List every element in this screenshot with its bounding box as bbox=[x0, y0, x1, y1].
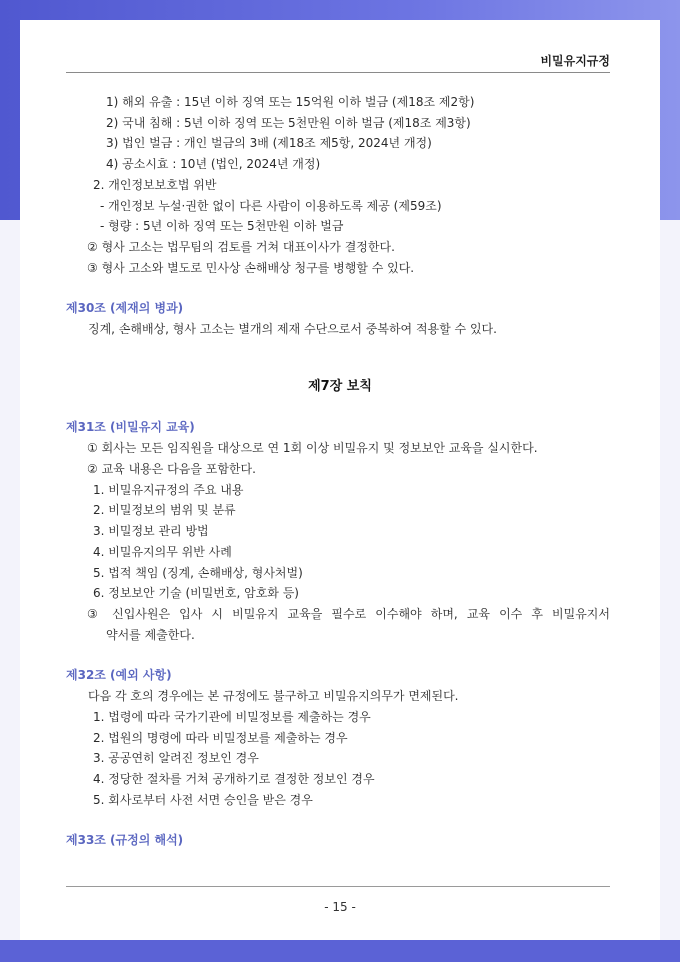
header-title: 비밀유지규정 bbox=[540, 54, 610, 68]
clause-item: ② 교육 내용은 다음을 포함한다. bbox=[87, 462, 256, 476]
list-item: 4. 정당한 절차를 거쳐 공개하기로 결정한 정보인 경우 bbox=[93, 772, 375, 786]
penalty-item: 4) 공소시효 : 10년 (법인, 2024년 개정) bbox=[106, 157, 321, 171]
article-heading: 제33조 (규정의 해석) bbox=[66, 833, 184, 847]
list-item: 6. 정보보안 기술 (비밀번호, 암호화 등) bbox=[93, 586, 299, 600]
list-item: 3. 공공연히 알려진 정보인 경우 bbox=[93, 751, 259, 765]
document-page bbox=[20, 20, 660, 940]
article-heading: 제30조 (제재의 병과) bbox=[66, 301, 184, 315]
background-bottom bbox=[0, 940, 680, 962]
chapter-heading: 제7장 보칙 bbox=[308, 379, 372, 394]
clause-item: ③ 신입사원은 입사 시 비밀유지 교육을 필수로 이수해야 하며, 교육 이수 후 비밀유지서 bbox=[87, 607, 610, 621]
clause-item: ③ 형사 고소와 별도로 민사상 손해배상 청구를 병행할 수 있다. bbox=[87, 261, 415, 275]
clause-item: ① 회사는 모든 임직원을 대상으로 연 1회 이상 비밀유지 및 정보보안 교육을 실시한다. bbox=[87, 441, 538, 455]
footer-divider bbox=[66, 886, 610, 887]
article-heading: 제32조 (예외 사항) bbox=[66, 668, 172, 682]
list-item: 2. 법원의 명령에 따라 비밀정보를 제출하는 경우 bbox=[93, 731, 348, 745]
list-item: 1. 비밀유지규정의 주요 내용 bbox=[93, 483, 244, 497]
penalty-item: 1) 해외 유출 : 15년 이하 징역 또는 15억원 이하 벌금 (제18조 제2항) bbox=[106, 95, 475, 109]
paragraph: 징계, 손해배상, 형사 고소는 별개의 제재 수단으로서 중복하여 적용할 수 있다. bbox=[88, 322, 497, 336]
list-item: 4. 비밀유지의무 위반 사례 bbox=[93, 545, 232, 559]
clause-item: ② 형사 고소는 법무팀의 검토를 거쳐 대표이사가 결정한다. bbox=[87, 240, 395, 254]
list-item: 1. 법령에 따라 국가기관에 비밀정보를 제출하는 경우 bbox=[93, 710, 371, 724]
list-item: 2. 비밀정보의 범위 및 분류 bbox=[93, 503, 236, 517]
header-divider bbox=[66, 72, 610, 73]
list-item: 3. 비밀정보 관리 방법 bbox=[93, 524, 209, 538]
sub-list-item: - 형량 : 5년 이하 징역 또는 5천만원 이하 벌금 bbox=[100, 219, 344, 233]
list-item: 5. 법적 책임 (징계, 손해배상, 형사처벌) bbox=[93, 566, 303, 580]
sub-list-item: - 개인정보 누설·권한 없이 다른 사람이 이용하도록 제공 (제59조) bbox=[100, 199, 442, 213]
list-item: 2. 개인정보보호법 위반 bbox=[93, 178, 217, 192]
penalty-item: 2) 국내 침해 : 5년 이하 징역 또는 5천만원 이하 벌금 (제18조 제3항) bbox=[106, 116, 471, 130]
list-item: 5. 회사로부터 사전 서면 승인을 받은 경우 bbox=[93, 793, 313, 807]
clause-continuation: 약서를 제출한다. bbox=[106, 628, 195, 642]
penalty-item: 3) 법인 벌금 : 개인 벌금의 3배 (제18조 제5항, 2024년 개정) bbox=[106, 136, 432, 150]
paragraph: 다음 각 호의 경우에는 본 규정에도 불구하고 비밀유지의무가 면제된다. bbox=[88, 689, 459, 703]
page-number: - 15 - bbox=[324, 900, 356, 914]
article-heading: 제31조 (비밀유지 교육) bbox=[66, 420, 195, 434]
